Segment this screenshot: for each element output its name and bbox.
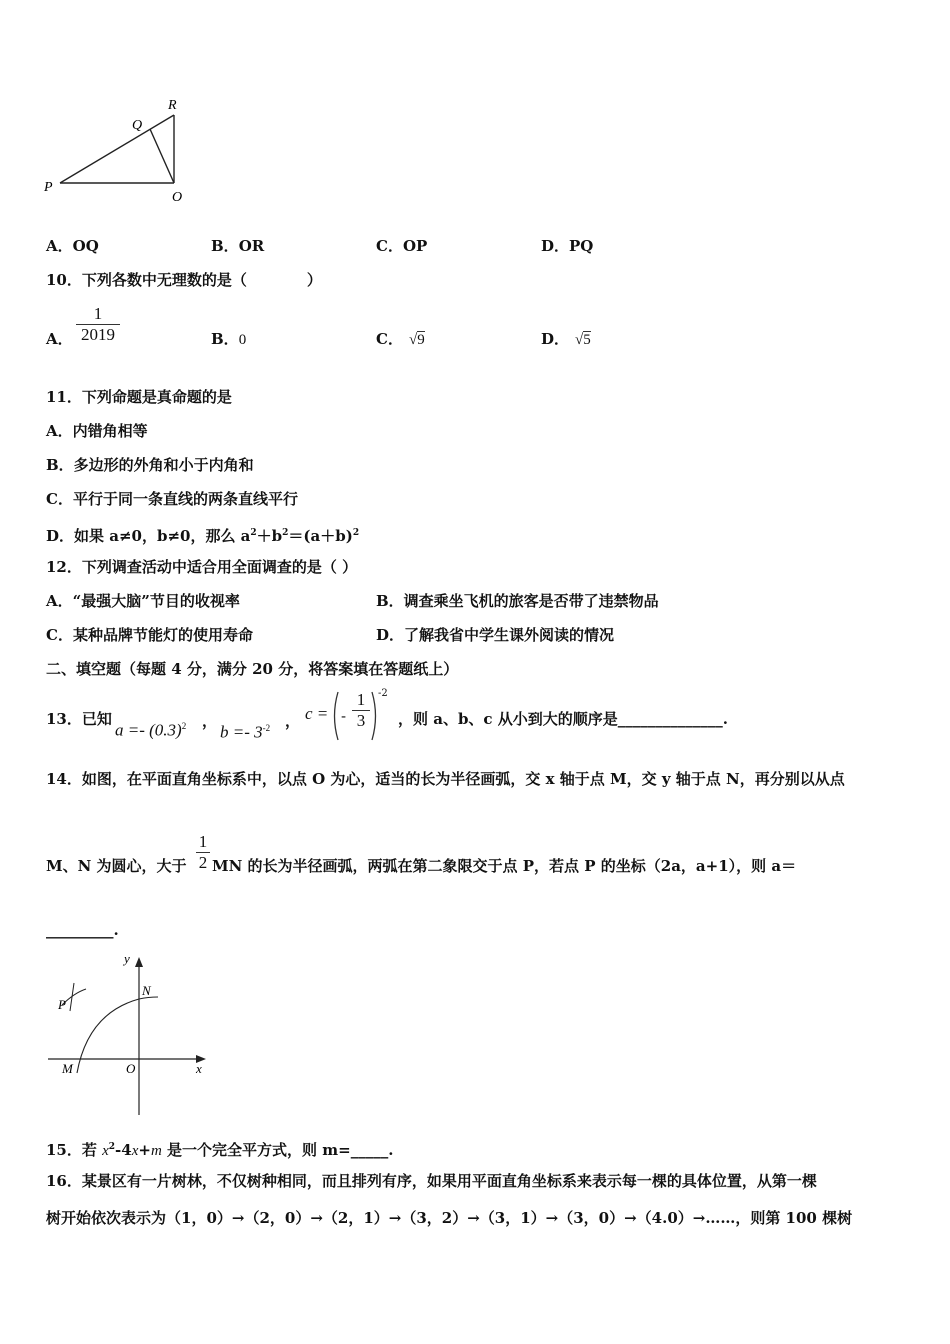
q13-c-exponent: -2 <box>378 688 388 699</box>
arc-MN <box>77 997 158 1073</box>
q14-answer-blank: _________. <box>46 921 119 939</box>
label-Q: Q <box>132 118 143 133</box>
q9-option-b: B．OR <box>211 237 265 255</box>
q10-option-a-letter: A． <box>46 330 73 348</box>
q10-option-d: D． √5 <box>541 330 591 348</box>
q11-option-a: A．内错角相等 <box>46 422 148 440</box>
q16-line-1: 16．某景区有一片树林，不仅树种相同，而且排列有序，如果用平面直角坐标系来表示每一棵的具体位置，从第一棵 <box>46 1172 817 1190</box>
section-2-heading: 二、填空题（每题 4 分，满分 20 分，将答案填在答题纸上） <box>46 660 459 678</box>
fraction-denominator: 3 <box>356 711 366 730</box>
q13-a-expression: $a =- (0.3)^2$ <box>115 720 187 740</box>
q11-option-c: C．平行于同一条直线的两条直线平行 <box>46 490 298 508</box>
fraction-numerator: 1 <box>198 832 208 851</box>
q13-prefix: 13．已知 <box>46 710 112 728</box>
fraction-numerator: 1 <box>356 690 366 709</box>
label-P: P <box>58 997 66 1012</box>
q14-line-1: 14．如图，在平面直角坐标系中，以点 O 为心，适当的长为半径画弧，交 x 轴于点 M，交 y 轴于点 N，再分别以从点 <box>46 770 845 788</box>
q13-c-fraction <box>352 690 370 731</box>
fraction-numerator: 1 <box>93 304 103 323</box>
coordinate-figure <box>40 945 225 1120</box>
q9-option-d: D．PQ <box>541 237 594 255</box>
q12-option-a: A．“最强大脑”节目的收视率 <box>46 592 240 610</box>
q9-option-a: A．OQ <box>46 237 99 255</box>
label-O: O <box>126 1061 136 1076</box>
segment-PR <box>60 115 174 183</box>
q9-option-c: C．OP <box>376 237 428 255</box>
q12-option-c: C．某种品牌节能灯的使用寿命 <box>46 626 253 644</box>
q14-fraction-half <box>196 832 210 873</box>
label-N: N <box>142 983 151 998</box>
q14-line-2-prefix: M、N 为圆心，大于 <box>46 857 187 875</box>
q10-option-a-fraction <box>76 304 120 345</box>
q12-option-d: D．了解我省中学生课外阅读的情况 <box>376 626 615 644</box>
triangle-figure <box>40 95 200 210</box>
q12-option-b: B．调查乘坐飞机的旅客是否带了违禁物品 <box>376 592 659 610</box>
q10-option-c: C． √9 <box>376 330 425 348</box>
fraction-denominator: 2019 <box>81 325 115 344</box>
q16-line-2: 树开始依次表示为（1，0）→（2，0）→（2，1）→（3，2）→（3，1）→（3，0）→（4.0）→……，则第 100 棵树 <box>46 1209 853 1227</box>
fraction-denominator: 2 <box>198 853 208 872</box>
label-R: R <box>168 98 177 113</box>
q13-c-lhs: c = <box>305 704 329 723</box>
q13-separator-1: ， <box>202 712 218 730</box>
q13-c-minus: - <box>341 707 347 725</box>
label-x: x <box>196 1061 202 1076</box>
segment-QO <box>150 129 174 183</box>
q10-stem: 10．下列各数中无理数的是（ ） <box>46 271 322 289</box>
q11-option-d: D．如果 a≠0，b≠0，那么 $a^2+b^2=(a+b)^2$ <box>46 527 360 545</box>
q10-option-b: B．0 <box>211 330 247 348</box>
label-M: M <box>62 1061 73 1076</box>
q11-option-b: B．多边形的外角和小于内角和 <box>46 456 254 474</box>
q11-stem: 11．下列命题是真命题的是 <box>46 388 232 406</box>
q13-separator-2: ， <box>285 712 301 730</box>
label-P: P <box>44 180 53 195</box>
y-axis-arrow-icon <box>135 957 143 967</box>
q15-line: 15．若 $x^2-4x+m$ 是一个完全平方式，则 m=_____. <box>46 1141 394 1159</box>
q13-b-expression: $b =- 3^{-2}$ <box>220 722 271 742</box>
q12-stem: 12．下列调查活动中适合用全面调查的是（ ） <box>46 558 358 576</box>
q13-suffix: ，则 a、b、c 从小到大的顺序是______________. <box>398 710 729 728</box>
q14-line-2-suffix: MN 的长为半径画弧，两弧在第二象限交于点 P，若点 P 的坐标（2a，a+1），则 a＝ <box>212 857 797 875</box>
label-y: y <box>124 951 130 966</box>
left-paren <box>335 692 339 740</box>
label-O: O <box>172 190 183 205</box>
right-paren <box>372 692 376 740</box>
